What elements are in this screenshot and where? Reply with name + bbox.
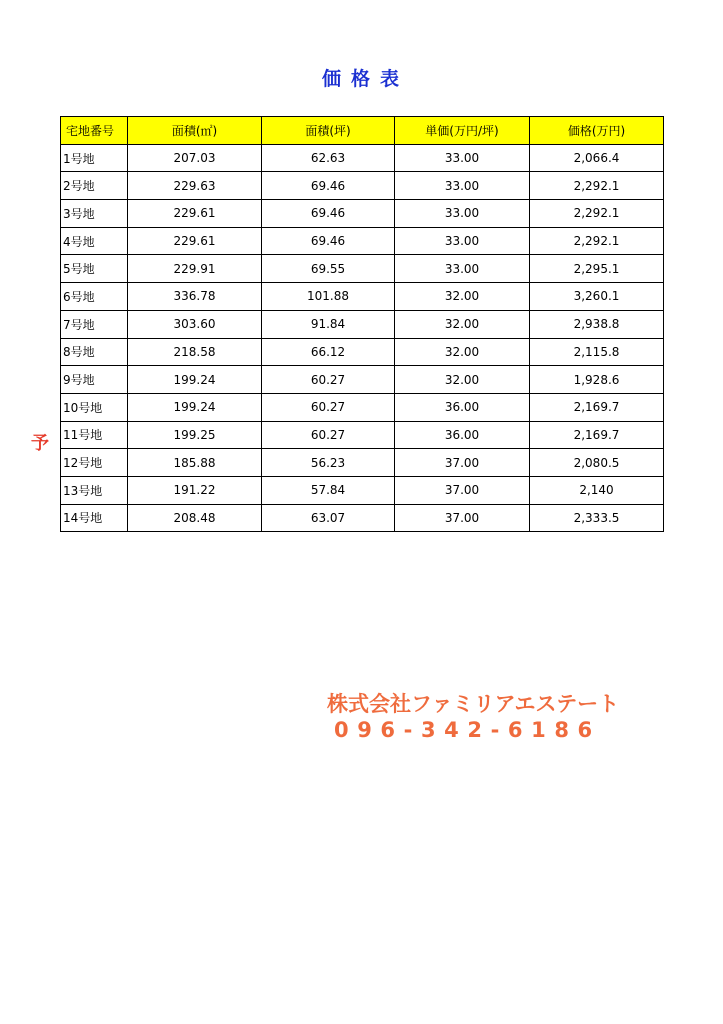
area-tsubo-cell: 91.84 — [262, 310, 395, 338]
area-tsubo-cell: 69.46 — [262, 172, 395, 200]
area-tsubo-cell: 66.12 — [262, 338, 395, 366]
unit-price-cell: 33.00 — [395, 200, 530, 228]
header-lot-number: 宅地番号 — [61, 117, 128, 145]
table-row — [61, 504, 664, 532]
lot-number-cell: 8号地 — [61, 338, 128, 366]
price-cell: 2,115.8 — [530, 338, 664, 366]
table-header-row — [61, 117, 664, 145]
price-cell: 2,140 — [530, 476, 664, 504]
table-row — [61, 421, 664, 449]
area-sqm-cell: 199.24 — [128, 366, 262, 394]
price-cell: 3,260.1 — [530, 283, 664, 311]
area-sqm-cell: 229.63 — [128, 172, 262, 200]
table-row — [61, 393, 664, 421]
lot-number-cell: 6号地 — [61, 283, 128, 311]
lot-number-cell: 9号地 — [61, 366, 128, 394]
area-sqm-cell: 199.25 — [128, 421, 262, 449]
table-row — [61, 476, 664, 504]
unit-price-cell: 33.00 — [395, 172, 530, 200]
lot-number-cell: 10号地 — [61, 393, 128, 421]
area-tsubo-cell: 69.55 — [262, 255, 395, 283]
table-row — [61, 227, 664, 255]
lot-number-cell: 13号地 — [61, 476, 128, 504]
area-sqm-cell: 229.91 — [128, 255, 262, 283]
price-cell: 2,295.1 — [530, 255, 664, 283]
area-sqm-cell: 185.88 — [128, 449, 262, 477]
price-cell: 2,066.4 — [530, 144, 664, 172]
table-body — [61, 144, 664, 532]
table-header — [61, 117, 664, 145]
lot-number-cell: 5号地 — [61, 255, 128, 283]
table-row — [61, 366, 664, 394]
price-cell: 2,169.7 — [530, 421, 664, 449]
price-cell: 1,928.6 — [530, 366, 664, 394]
price-cell: 2,292.1 — [530, 200, 664, 228]
area-tsubo-cell: 60.27 — [262, 366, 395, 394]
area-tsubo-cell: 69.46 — [262, 200, 395, 228]
unit-price-cell: 33.00 — [395, 227, 530, 255]
unit-price-cell: 32.00 — [395, 283, 530, 311]
lot-number-cell: 7号地 — [61, 310, 128, 338]
price-cell: 2,292.1 — [530, 172, 664, 200]
lot-number-cell: 14号地 — [61, 504, 128, 532]
unit-price-cell: 37.00 — [395, 476, 530, 504]
unit-price-cell: 32.00 — [395, 310, 530, 338]
price-cell: 2,333.5 — [530, 504, 664, 532]
price-cell: 2,080.5 — [530, 449, 664, 477]
table-row — [61, 200, 664, 228]
price-cell: 2,169.7 — [530, 393, 664, 421]
header-area-sqm: 面積(㎡) — [128, 117, 262, 145]
page-title: 価格表 — [321, 68, 409, 90]
area-sqm-cell: 336.78 — [128, 283, 262, 311]
area-sqm-cell: 207.03 — [128, 144, 262, 172]
area-tsubo-cell: 69.46 — [262, 227, 395, 255]
price-cell: 2,292.1 — [530, 227, 664, 255]
area-sqm-cell: 218.58 — [128, 338, 262, 366]
area-sqm-cell: 303.60 — [128, 310, 262, 338]
reserved-mark: 予 — [31, 433, 49, 454]
table-row — [61, 283, 664, 311]
price-table — [60, 116, 664, 532]
area-tsubo-cell: 60.27 — [262, 393, 395, 421]
unit-price-cell: 37.00 — [395, 449, 530, 477]
unit-price-cell: 33.00 — [395, 144, 530, 172]
header-area-tsubo: 面積(坪) — [262, 117, 395, 145]
unit-price-cell: 32.00 — [395, 338, 530, 366]
area-sqm-cell: 199.24 — [128, 393, 262, 421]
lot-number-cell: 11号地 — [61, 421, 128, 449]
company-phone: 096-342-6186 — [334, 718, 601, 742]
lot-number-cell: 2号地 — [61, 172, 128, 200]
table-row — [61, 255, 664, 283]
company-name: 株式会社ファミリアエステート — [327, 692, 620, 716]
area-tsubo-cell: 60.27 — [262, 421, 395, 449]
header-unit-price: 単価(万円/坪) — [395, 117, 530, 145]
unit-price-cell: 37.00 — [395, 504, 530, 532]
area-sqm-cell: 208.48 — [128, 504, 262, 532]
area-sqm-cell: 229.61 — [128, 227, 262, 255]
area-tsubo-cell: 62.63 — [262, 144, 395, 172]
table-row — [61, 172, 664, 200]
table-row — [61, 144, 664, 172]
unit-price-cell: 36.00 — [395, 421, 530, 449]
header-price: 価格(万円) — [530, 117, 664, 145]
price-cell: 2,938.8 — [530, 310, 664, 338]
area-sqm-cell: 229.61 — [128, 200, 262, 228]
table-row — [61, 338, 664, 366]
unit-price-cell: 32.00 — [395, 366, 530, 394]
area-tsubo-cell: 57.84 — [262, 476, 395, 504]
lot-number-cell: 1号地 — [61, 144, 128, 172]
table-row — [61, 310, 664, 338]
lot-number-cell: 4号地 — [61, 227, 128, 255]
area-tsubo-cell: 56.23 — [262, 449, 395, 477]
table-row — [61, 449, 664, 477]
lot-number-cell: 12号地 — [61, 449, 128, 477]
lot-number-cell: 3号地 — [61, 200, 128, 228]
unit-price-cell: 36.00 — [395, 393, 530, 421]
area-tsubo-cell: 63.07 — [262, 504, 395, 532]
area-tsubo-cell: 101.88 — [262, 283, 395, 311]
unit-price-cell: 33.00 — [395, 255, 530, 283]
area-sqm-cell: 191.22 — [128, 476, 262, 504]
